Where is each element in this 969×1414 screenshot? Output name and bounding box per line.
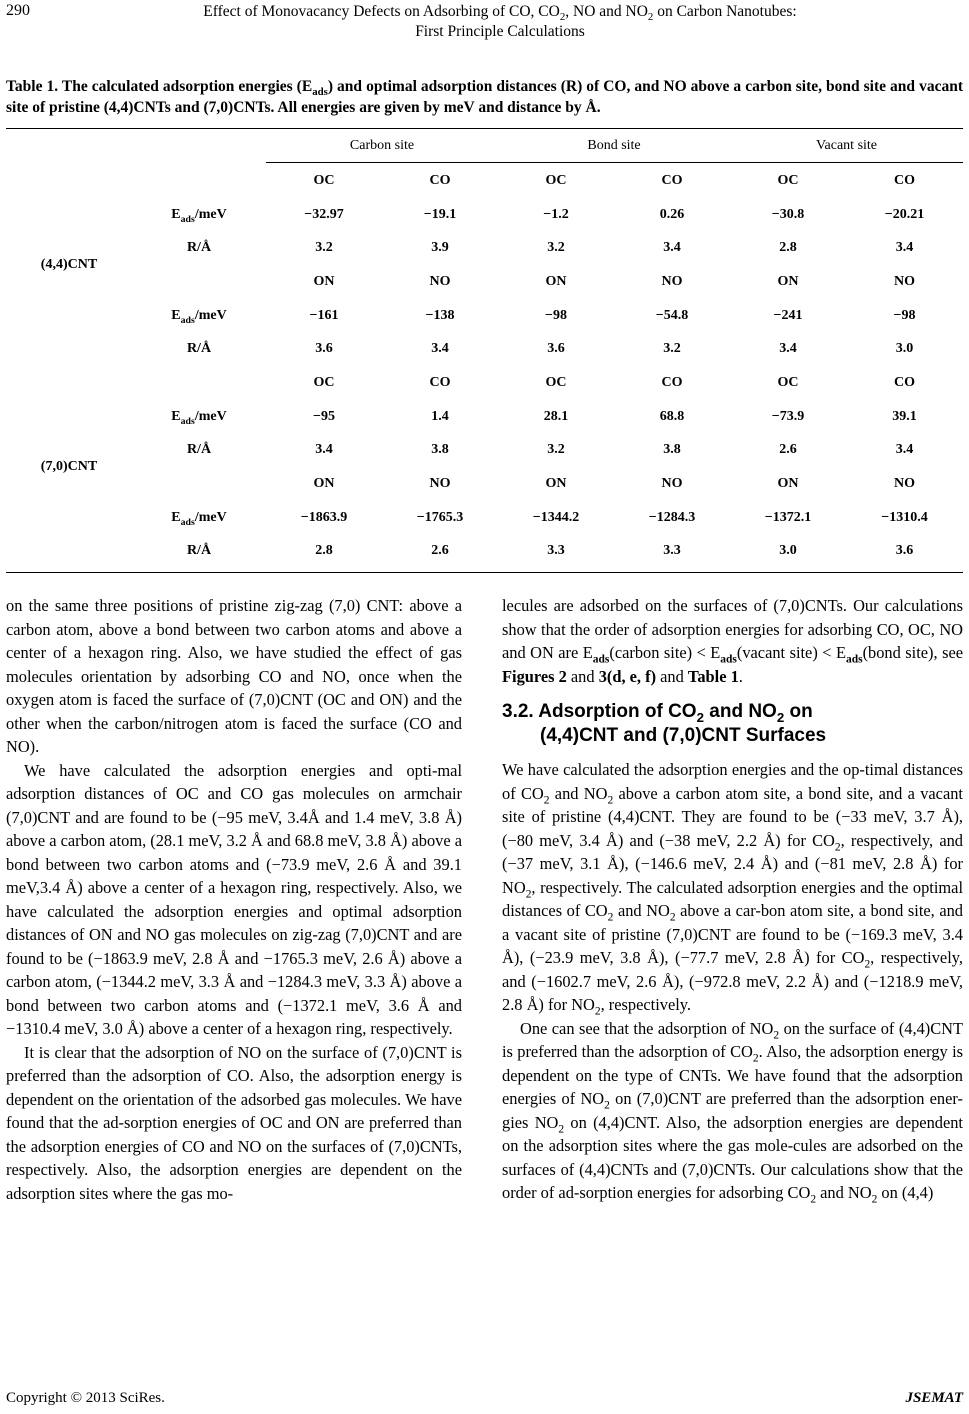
paragraph: on the same three positions of pristine zig-zag (7,0) CNT: above a carbon atom, above a bond between two carbon atoms and above a center of a hexagon ring. Also, we have studied the effect of gas molecules orientation by adsorbing CO and NO, once when the oxygen atom is faced the surface of (7,0)CNT (OC and ON) and the other when the carbon/nitrogen atom is faced the surface (CO and NO). [6, 596, 462, 756]
table-cell: 2.8 [315, 543, 333, 559]
table-cell: CO [661, 374, 683, 390]
table-cell: −1284.3 [648, 509, 696, 525]
copyright: Copyright © 2013 SciRes. [6, 1390, 165, 1406]
group-label: (4,4)CNT [40, 257, 98, 273]
table-cell: ON [777, 476, 799, 492]
table-cell: NO [429, 476, 451, 492]
site-header: Bond site [587, 138, 641, 153]
table-bottom-rule [6, 572, 963, 573]
table-cell: OC [545, 374, 567, 390]
table-cell: −1863.9 [300, 509, 348, 525]
table-cell: CO [894, 374, 915, 390]
row-label: R/Å [186, 240, 212, 256]
paragraph: It is clear that the adsorption of NO on the surface of (7,0)CNT is preferred than the adsorption of CO. Also, the adsorption energy is dependent on the orientation of the adsorbed gas molecules. We have found that the ad-sorption energies of OC and ON are preferred than the adsorption energies of CO and NO on the surfaces of (7,0)CNTs, respectively. Also, the adsorption energies are dependent on the adsorption sites where the gas mo- [6, 1042, 462, 1203]
table-cell: −1344.2 [532, 509, 580, 525]
running-head [160, 2, 840, 42]
table-cell: −138 [425, 307, 455, 323]
table-cell: −54.8 [655, 307, 689, 323]
row-label: $E_{ads}$/meV [171, 509, 227, 528]
left-column [6, 594, 462, 1205]
table-row [6, 198, 963, 232]
site-header: Carbon site [349, 138, 415, 153]
running-head-line2: First Principle Calculations [415, 23, 585, 40]
table-cell: 3.0 [779, 543, 797, 559]
row-label: $E_{ads}$/meV [171, 206, 227, 225]
table-cell: −98 [545, 307, 567, 323]
row-label: $E_{ads}$/meV [171, 408, 227, 427]
table-cell: 3.6 [895, 543, 914, 559]
table-cell: −1372.1 [764, 509, 812, 525]
table-cell: CO [661, 172, 683, 188]
table-cell: NO [661, 273, 683, 289]
table-cell: 3.4 [315, 442, 333, 458]
table-cell: 3.3 [663, 543, 681, 559]
table-row [6, 366, 963, 400]
table-cell: −161 [309, 307, 339, 323]
table-row [6, 299, 963, 333]
table-cell: −1765.3 [416, 509, 464, 525]
table-cell: −19.1 [423, 206, 457, 222]
table-cell: −32.97 [304, 206, 344, 222]
table-row [6, 467, 963, 501]
table-cell: −98 [893, 307, 916, 323]
table-cell: OC [777, 374, 799, 390]
figure-ref: Figures 2 [502, 666, 567, 686]
table-cell: −1.2 [543, 206, 569, 222]
table-cell: 3.2 [547, 442, 565, 458]
table-cell: ON [545, 476, 567, 492]
table-ref: Table 1 [687, 666, 739, 686]
table-cell: ON [545, 273, 567, 289]
row-label: R/Å [186, 543, 212, 559]
table-cell: ON [777, 273, 799, 289]
table-row [6, 400, 963, 434]
table-row [6, 164, 963, 198]
table-cell: OC [313, 172, 335, 188]
table-cell: 3.2 [663, 341, 681, 357]
table-row [6, 535, 963, 569]
table-cell: 1.4 [431, 408, 449, 424]
table-cell: NO [894, 476, 915, 492]
table-cell: 3.9 [431, 240, 449, 256]
table-cell: 3.6 [315, 341, 333, 357]
table-header-row [6, 128, 963, 164]
table-cell: OC [545, 172, 567, 188]
data-table [6, 128, 963, 568]
table-cell: 3.3 [547, 543, 565, 559]
table-cell: 2.6 [779, 442, 797, 458]
table-cell: ON [313, 273, 335, 289]
group-label: (7,0)CNT [40, 459, 98, 475]
table-cell: NO [661, 476, 683, 492]
table-cell: 3.6 [547, 341, 565, 357]
row-label [132, 164, 266, 198]
table-cell: 3.2 [547, 240, 565, 256]
table-row [6, 231, 963, 265]
row-label [132, 467, 266, 501]
table-cell: −73.9 [771, 408, 805, 424]
table-cell: 68.8 [659, 408, 685, 424]
table-cell: −241 [773, 307, 803, 323]
table-caption: Table 1. The calculated adsorption energies $(E_{ads})$ and optimal adsorption distances (R) of CO, and NO above a carbon site, bond site and vacant site of pristine (4,4)CNTs and (7,0)CNTs. All energies are given by meV and distance by Å. [6, 78, 963, 116]
table-cell: −1310.4 [881, 509, 928, 525]
row-label [132, 265, 266, 299]
table-row [6, 265, 963, 299]
row-label: $E_{ads}$/meV [171, 307, 227, 326]
row-label: R/Å [186, 341, 212, 357]
table-cell: 28.1 [543, 408, 569, 424]
table-cell: −30.8 [771, 206, 805, 222]
table-cell: 3.8 [663, 442, 681, 458]
table-cell: OC [777, 172, 799, 188]
table-cell: ON [313, 476, 335, 492]
table-cell: −95 [313, 408, 335, 424]
table-cell: 3.2 [315, 240, 333, 256]
row-label: R/Å [186, 442, 212, 458]
table-cell: CO [429, 374, 451, 390]
paragraph: We have calculated the adsorption energies and the op-timal distances of $CO_2$ and $NO_2$ above a carbon atom site, a bond site, and a vacant site of pristine (4,4)CNT. They are found to be (−33 meV, 3.7 Å), (−80 meV, 3.4 Å) and (−38 meV, 2.2 Å) for $CO_2$, respectively, and (−37 meV, 3.1 Å), (−146.6 meV, 2.4 Å) and (−81 meV, 2.8 Å) for $NO_2$, respectively. The calculated adsorption energies and the optimal distances of $CO_2$ and $NO_2$ above a car-bon atom site, a bond site, and a vacant site of pristine (7,0)CNT are found to be (−169.3 meV, 3.4 Å), (−23.9 meV, 3.8 Å), (−77.7 meV, 2.8 Å) for $CO_2$, respectively, and (−1602.7 meV, 2.6 Å), (−972.8 meV, 2.2 Å) and (−1218.9 meV, 2.8 Å) for $NO_2$, respectively. [502, 760, 963, 1018]
table-cell: 2.6 [431, 543, 449, 559]
paragraph: One can see that the adsorption of $NO_2$ on the surface of (4,4)CNT is preferred than the adsorption of $CO_2$. Also, the adsorption energy is dependent on the type of CNTs. We have found that the adsorption energies of $NO_2$ on (7,0)CNT are preferred than the adsorption ener-gies $NO_2$ on (4,4)CNT. Also, the adsorption energies are dependent on the adsorption sites where the gas mole-cules are adsorbed on the surfaces of (4,4)CNTs and (7,0)CNTs. Our calculations show that the order of ad-sorption energies for adsorbing $CO_2$ and $NO_2$ on (4,4) [502, 1018, 964, 1206]
table-cell: 3.4 [779, 341, 797, 357]
table-cell: CO [894, 172, 915, 188]
page-number: 290 [6, 2, 30, 19]
table-cell: 3.4 [895, 442, 914, 458]
table-cell: 3.4 [895, 240, 914, 256]
table-cell: 3.0 [895, 341, 914, 357]
table-cell: NO [429, 273, 451, 289]
table-cell: 0.26 [659, 206, 685, 222]
table-row [6, 501, 963, 535]
figure-ref: 3(d, e, f) [598, 666, 657, 686]
table-cell: −20.21 [884, 206, 925, 222]
section-heading: 3.2. Adsorption of $CO_2$ and $NO_2$ on (4,4)CNT and (7,0)CNT Surfaces [502, 701, 827, 746]
running-head-line1: Effect of Monovacancy Defects on Adsorbing of CO, $CO_2$, NO and $NO_2$ on Carbon Nanotubes: [203, 3, 797, 24]
table-cell: 2.8 [779, 240, 797, 256]
table-row [6, 434, 963, 468]
paragraph: lecules are adsorbed on the surfaces of (7,0)CNTs. Our calculations show that the order of adsorption energies for adsorbing CO, OC, NO and ON are $E_{ads}(carbon$ site) < $E_{ads}(vacant$ site) < $E_{ads}(bond$ site), see Figures 2 and 3(d, e, f) and Table 1. [502, 596, 964, 686]
table-cell: 3.8 [431, 442, 449, 458]
site-header: Vacant site [815, 138, 878, 153]
row-label [132, 366, 266, 400]
table-row [6, 332, 963, 366]
table-cell: NO [894, 273, 915, 289]
journal-name: JSEMAT [905, 1390, 963, 1406]
table-cell: 39.1 [892, 408, 917, 424]
table-cell: 3.4 [431, 341, 449, 357]
paragraph: We have calculated the adsorption energies and opti-mal adsorption distances of OC and CO gas molecules on armchair (7,0)CNT and are found to be (−95 meV, 3.4Å and 1.4 meV, 3.8 Å) above a carbon atom, (28.1 meV, 3.2 Å and 68.8 meV, 3.8 Å) above a bond between two carbon atoms and (−73.9 meV, 2.6 Å and 39.1 meV,3.4 Å) above a center of a hexagon ring, respectively. Also, we have calculated the adsorption energies and optimal adsorption distances of ON and NO gas molecules on zig-zag (7,0)CNT and are found to be (−1863.9 meV, 2.8 Å and −1765.3 meV, 2.6 Å) above a carbon atom, (−1344.2 meV, 3.3 Å and −1284.3 meV, 3.3 Å) above a bond between two carbon atoms and (−1372.1 meV, 3.6 Å and −1310.4 meV, 3.0 Å) above a center of a hexagon ring, respectively. [6, 760, 462, 1038]
right-column [502, 594, 963, 1205]
table-cell: CO [429, 172, 451, 188]
table-cell: OC [313, 374, 335, 390]
table-cell: 3.4 [663, 240, 681, 256]
